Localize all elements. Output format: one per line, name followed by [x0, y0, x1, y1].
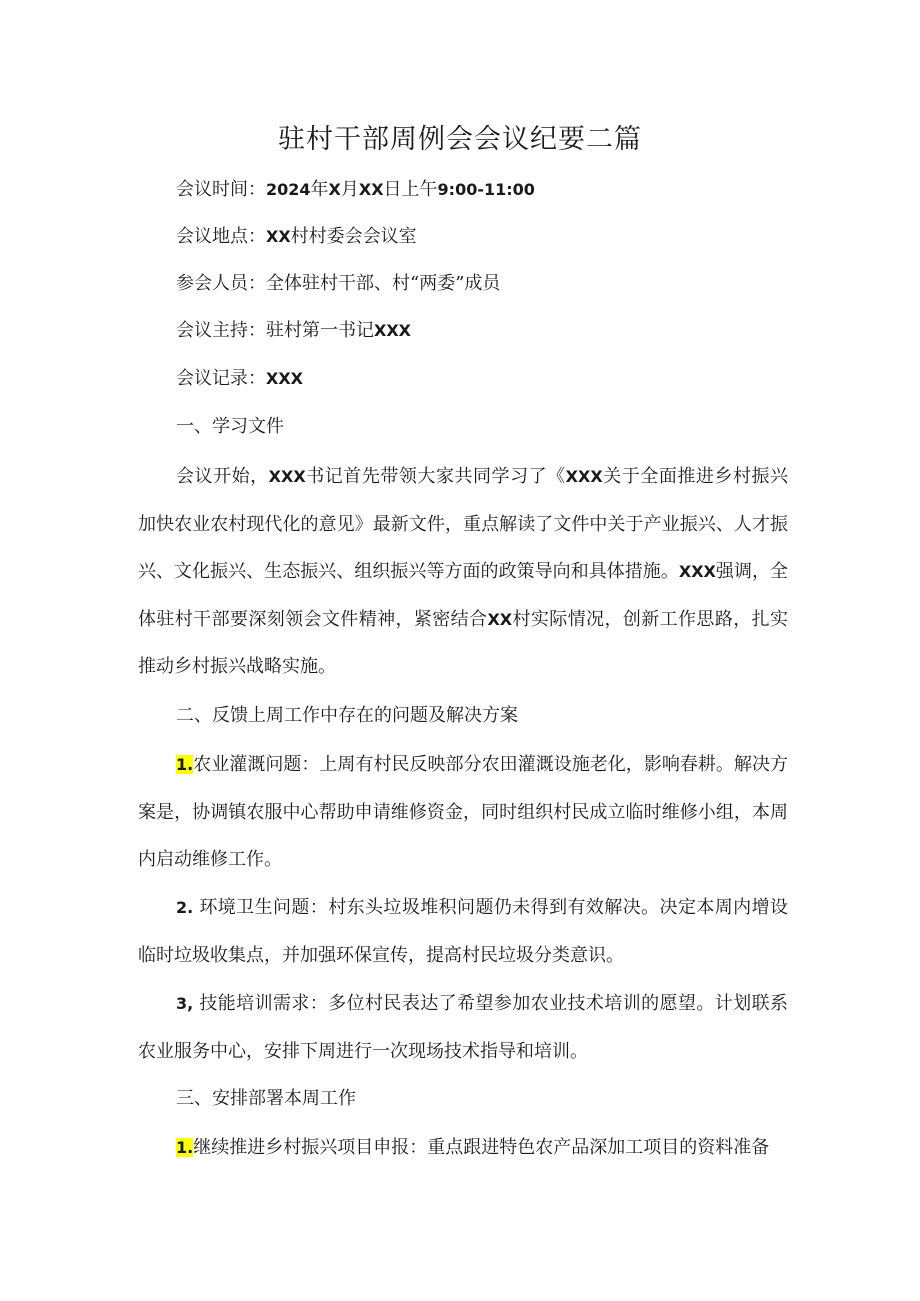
meeting-recorder-name: XXX: [266, 369, 304, 388]
s1-text-g: 强调，全体驻村干部要深刻领会文件精神，紧密结合: [138, 561, 789, 630]
meeting-time: [176, 176, 535, 204]
s2-item3-number: 3,: [176, 994, 194, 1013]
s1-text-c: 书记首先带领大家共同学习了《: [305, 466, 566, 487]
s2-item1-text: 农业灌溉问题：上周有村民反映部分农田灌溉设施老化，影响春耕。解决方案是，协调镇农服中心帮助申请维修资金，同时组织村民成立临时维修小组，本周内启动维修工作。: [138, 754, 788, 870]
section2-item-3: [138, 980, 788, 1075]
meeting-host-name: XXX: [374, 321, 412, 340]
meeting-year: 2024: [266, 180, 311, 199]
meeting-place: [176, 223, 417, 251]
s3-item1-number: 1.: [176, 1138, 194, 1157]
s2-item3-text: 技能培训需求：多位村民表达了希望参加农业技术培训的愿望。计划联系农业服务中心，安排下周进行一次现场技术指导和培训。: [138, 993, 788, 1062]
meeting-place-text: 村村委会会议室: [290, 226, 417, 247]
meeting-host-text: 驻村第一书记: [266, 320, 374, 341]
section2-item-1: [138, 741, 788, 884]
s1-text-i: 村实际情况，创新工作思路，扎实推动乡村振兴战略实施。: [138, 608, 789, 677]
meeting-attendees-text: 全体驻村干部、村“两委”成员: [266, 273, 501, 294]
s1-xxx-2: XXX: [565, 467, 603, 486]
s3-item1-text: 继续推进乡村振兴项目申报：重点跟进特色农产品深加工项目的资料准备: [193, 1137, 770, 1158]
section1-paragraph: [138, 453, 788, 691]
s1-text-e: 关于全面推进乡村振兴加快农业农村现代化的意见》最新文件，重点解读了文件中关于产业振兴、人才振兴、文化振兴、生态振兴、组织振兴等方面的政策导向和具体措施。: [138, 466, 789, 582]
meeting-time-label: 会议时间：: [176, 179, 266, 200]
s2-item1-number: 1.: [176, 755, 194, 774]
meeting-day: XX: [358, 180, 384, 199]
s2-item2-text: 环境卫生问题：村东头垃圾堆积问题仍未得到有效解决。决定本周内增设临时垃圾收集点，并加强环保宣传，提高村民垃圾分类意识。: [138, 897, 788, 966]
s2-item2-number: 2.: [176, 898, 194, 917]
section2-item-2: [138, 884, 788, 979]
meeting-host: [176, 317, 411, 345]
section1-heading: 一、学习文件: [176, 416, 284, 437]
meeting-place-village: XX: [266, 227, 291, 246]
document-title: 驻村干部周例会会议纪要二篇: [278, 124, 642, 155]
s1-xx: XX: [487, 609, 513, 629]
meeting-month: X: [328, 180, 341, 199]
meeting-host-label: 会议主持：: [176, 320, 266, 341]
meeting-attendees-label: 参会人员：: [176, 273, 266, 294]
section2-heading: 二、反馈上周工作中存在的问题及解决方案: [176, 705, 518, 726]
meeting-day-char: 日上午: [383, 179, 438, 200]
meeting-place-label: 会议地点：: [176, 226, 266, 247]
meeting-month-char: 月: [340, 179, 359, 200]
s1-xxx-3: XXX: [678, 562, 716, 581]
s1-text-a: 会议开始，: [176, 466, 269, 487]
meeting-recorder: [176, 365, 303, 393]
meeting-recorder-label: 会议记录：: [176, 368, 266, 389]
meeting-attendees: [176, 270, 500, 298]
section3-item-1: [138, 1124, 788, 1172]
meeting-hours: 9:00-11:00: [437, 180, 535, 199]
meeting-year-char: 年: [310, 179, 329, 200]
section3-heading: 三、安排部署本周工作: [176, 1088, 356, 1109]
s1-xxx-1: XXX: [268, 467, 306, 486]
